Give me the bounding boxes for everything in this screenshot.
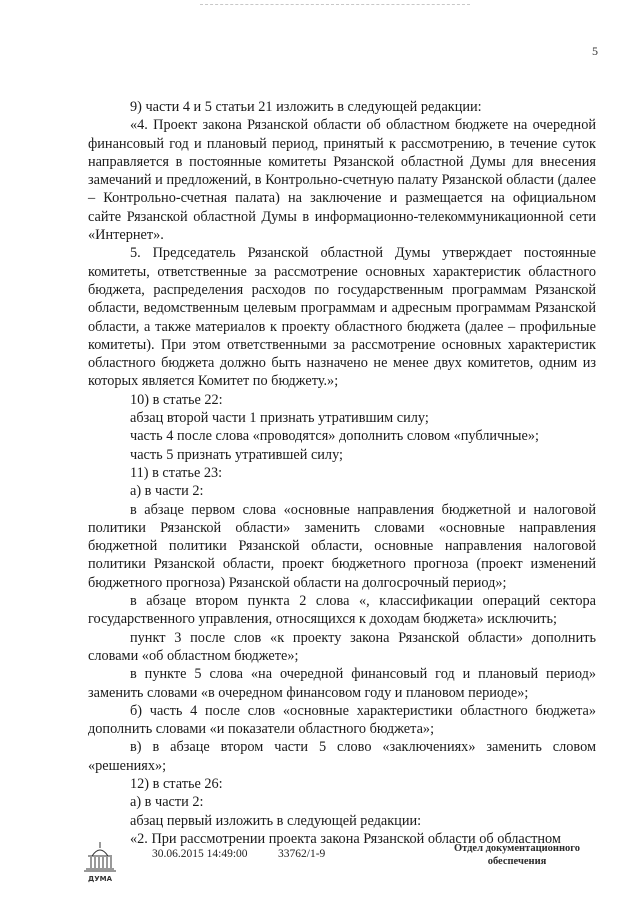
paragraph: 11) в статье 23:: [130, 464, 223, 481]
paragraph: абзац первый изложить в следующей редакции:: [130, 812, 422, 829]
paragraph: 10) в статье 22:: [130, 391, 223, 408]
scan-edge-line: [200, 4, 470, 5]
document-body: [88, 98, 596, 848]
paragraph: часть 5 признать утратившей силу;: [130, 446, 344, 463]
paragraph: абзац второй части 1 признать утратившим силу;: [130, 410, 429, 427]
duma-building-icon: [82, 840, 118, 884]
department-stamp: Отдел документационного обеспечения: [453, 843, 581, 867]
document-footer: [82, 840, 602, 890]
paragraph: «4. Проект закона Рязанской области об областном бюджете на очередной финансовый год и плановый период, принятый к рассмотрению, в течение суток направляется в постоянные комитеты Рязанской областной Думы для внесения замечаний и предложений, в Контрольно-счетную палату Рязанской области (далее – Контрольно-счетная палата) на заключение и размещается на официальном сайте Рязанской областной Думы в информационно-телекоммуникационной сети «Интернет».: [88, 117, 596, 244]
paragraph: в абзаце втором пункта 2 слова «, классификации операций сектора государственного управления, относящихся к доходам бюджета» исключить;: [88, 593, 596, 628]
document-id: 33762/1-9: [278, 848, 326, 860]
paragraph: 9) части 4 и 5 статьи 21 изложить в следующей редакции:: [130, 99, 482, 115]
logo-text: ДУМА: [87, 875, 113, 883]
page-number: 5: [592, 44, 598, 58]
paragraph: 5. Председатель Рязанской областной Думы утверждает постоянные комитеты, ответственные за рассмотрение основных характеристик областного бюджета, распределения расходов по государственным программам Рязанской области, ведомственным целевым программам и адресным программам Рязанской области, а также материалов к проекту областного бюджета (далее – профильные комитеты). При этом ответственными за рассмотрение основных характеристик областного бюджета должно быть назначено не менее двух комитетов, одним из которых является Комитет по бюджету.»;: [88, 245, 596, 390]
paragraph: а) в части 2:: [130, 794, 204, 811]
paragraph: пункт 3 после слов «к проекту закона Рязанской области» дополнить словами «об областном бюджете»;: [88, 629, 596, 664]
paragraph: в пункте 5 слова «на очередной финансовый год и плановый период» заменить словами «в очередном финансовом году и плановом периоде»;: [88, 666, 596, 701]
paragraph: в абзаце первом слова «основные направления бюджетной и налоговой политики Рязанской области» заменить словами «основные направления бюджетной политики Рязанской области, основные направления налоговой политики Рязанской области, проект бюджетного прогноза (проект изменений бюджетного прогноза) Рязанской области на долгосрочный период»;: [88, 501, 596, 591]
paragraph: б) часть 4 после слов «основные характеристики областного бюджета» дополнить словами «и показатели областного бюджета»;: [88, 702, 596, 738]
paragraph: в) в абзаце втором части 5 слово «заключениях» заменить словом «решениях»;: [88, 739, 596, 774]
paragraph: часть 4 после слова «проводятся» дополнить словом «публичные»;: [130, 428, 539, 445]
registration-timestamp: 30.06.2015 14:49:00: [152, 848, 248, 860]
paragraph: 12) в статье 26:: [130, 775, 223, 792]
paragraph: а) в части 2:: [130, 483, 204, 500]
paragraph: «2. При рассмотрении проекта закона Рязанской области об областном: [130, 830, 561, 847]
